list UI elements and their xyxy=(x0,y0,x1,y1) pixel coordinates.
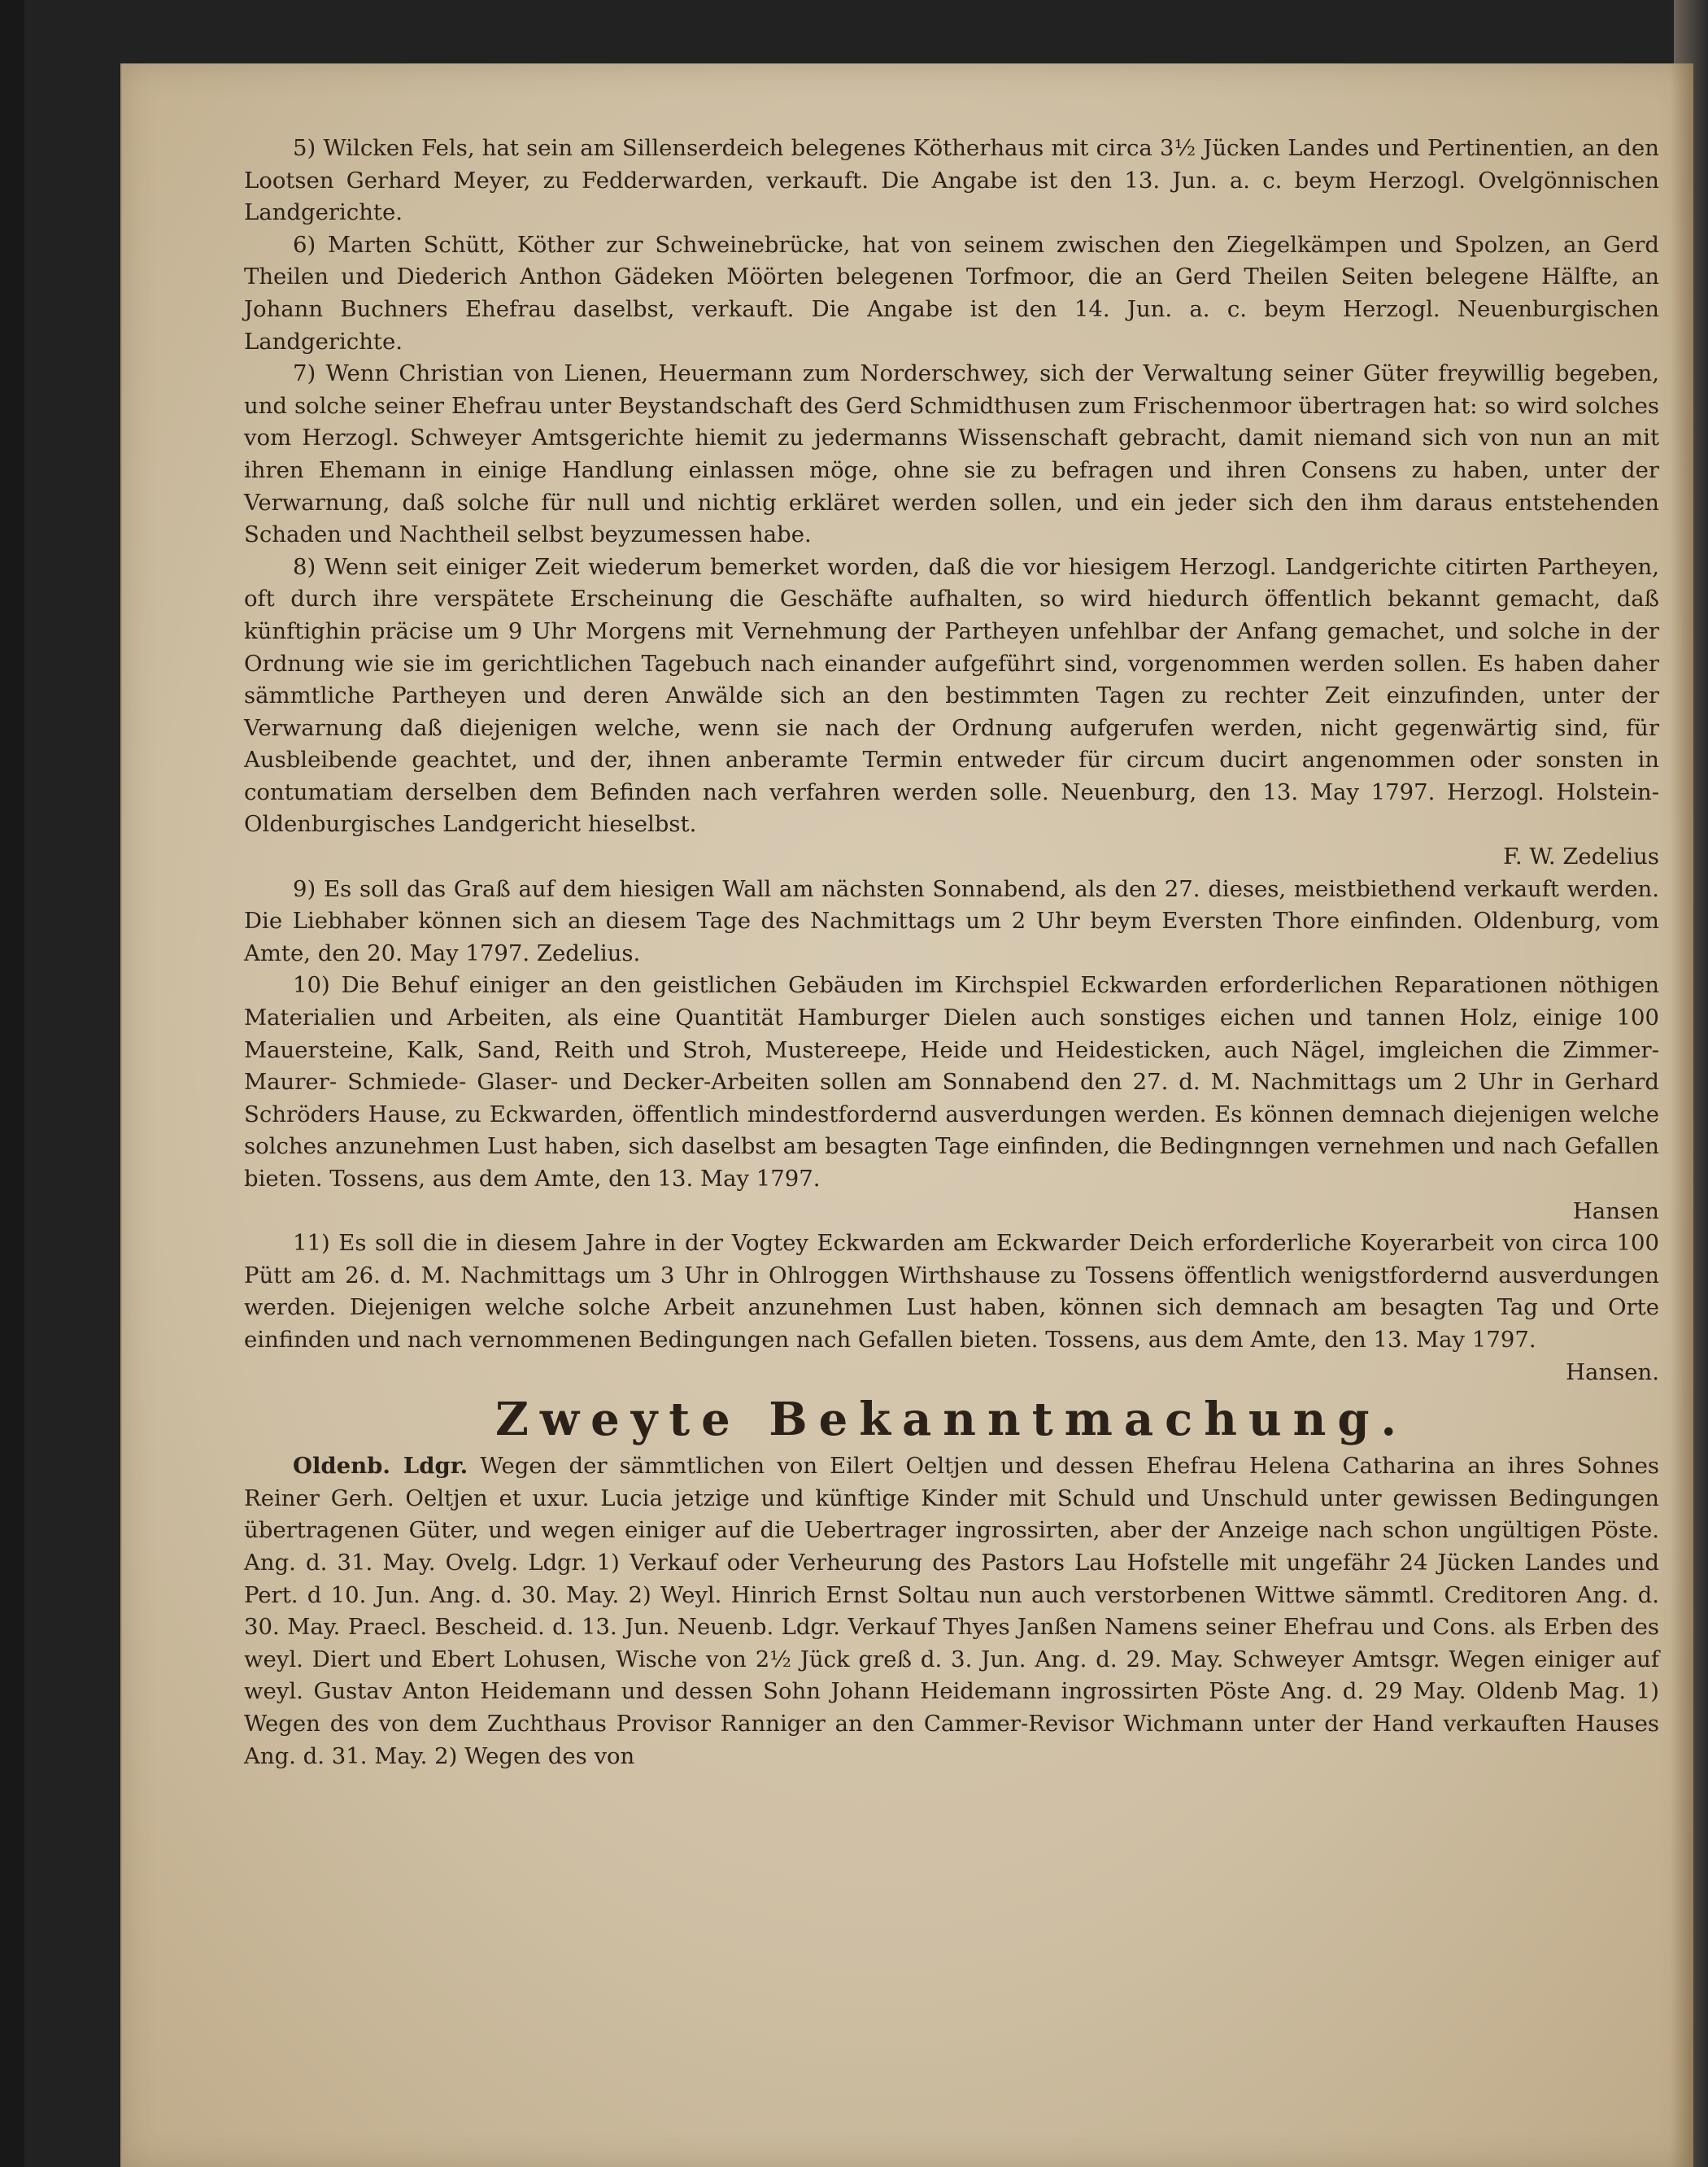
notice-11 xyxy=(244,1227,1659,1356)
second-announcement-text: Wegen der sämmtlichen von Eilert Oeltjen und dessen Ehefrau Helena Catharina an ihres Sohnes Reiner Gerh. Oeltjen et uxur. Lucia jetzige und künftige Kinder mit Schuld und Unschuld unter gewissen Bedingungen übertragenen Güter, und wegen einiger auf die Uebertrager ingrossirten, aber der Anzeige nach schon ungültigen Pöste. Ang. d. 31. May. Ovelg. Ldgr. 1) Verkauf oder Verheurung des Pastors Lau Hofstelle mit ungefähr 24 Jücken Landes und Pert. d 10. Jun. Ang. d. 30. May. 2) Weyl. Hinrich Ernst Soltau nun auch verstorbenen Wittwe sämmtl. Creditoren Ang. d. 30. May. Praecl. Bescheid. d. 13. Jun. Neuenb. Ldgr. Verkauf Thyes Janßen Namens seiner Ehefrau und Cons. als Erben des weyl. Diert und Ebert Lohusen, Wische von 2½ Jück greß d. 3. Jun. Ang. d. 29. May. Schweyer Amtsgr. Wegen einiger auf weyl. Gustav Anton Heidemann und dessen Sohn Johann Heidemann ingrossirten Pöste Ang. d. 29 May. Oldenb Mag. 1) Wegen des von dem Zuchthaus Provisor Ranniger an den Cammer-Revisor Wichmann unter der Hand verkauften Hauses Ang. d. 31. May. 2) Wegen des von xyxy=(244,1453,1659,1769)
scan-background-left xyxy=(0,0,24,2167)
notice-number: 7) xyxy=(293,360,316,387)
notice-text: Es soll die in diesem Jahre in der Vogtey Eckwarden am Eckwarder Deich erforderliche Koyerarbeit von circa 100 Pütt am 26. d. M. Nachmittags um 3 Uhr in Ohlroggen Wirthshause zu Tossens öffentlich wenigstfordernd ausverdungen werden. Diejenigen welche solche Arbeit anzunehmen Lust haben, können sich demnach am besagten Tag und Orte einfinden und nach vernommenen Bedingungen nach Gefallen bieten. Tossens, aus dem Amte, den 13. May 1797. xyxy=(244,1230,1659,1353)
notice-text: Es soll das Graß auf dem hiesigen Wall am nächsten Sonnabend, als den 27. dieses, meistbiethend verkauft werden. Die Liebhaber können sich an diesem Tage des Nachmittags um 2 Uhr beym Eversten Thore einfinden. Oldenburg, vom Amte, den 20. May 1797. Zedelius. xyxy=(244,875,1660,966)
notice-5 xyxy=(244,133,1659,229)
notice-number: 6) xyxy=(293,231,316,258)
notice-9 xyxy=(244,874,1659,970)
notice-text: Marten Schütt, Köther zur Schweinebrücke, hat von seinem zwischen den Ziegelkämpen und Spolzen, an Gerd Theilen und Diederich Anthon Gädeken Möörten belegenen Torfmoor, die an Gerd Theilen Seiten belegene Hälfte, an Johann Buchners Ehefrau daselbst, verkauft. Die Angabe ist den 14. Jun. a. c. beym Herzogl. Neuenburgischen Landgerichte. xyxy=(244,231,1660,355)
second-announcement xyxy=(244,1450,1659,1772)
notice-number: 8) xyxy=(293,553,316,580)
notice-10 xyxy=(244,970,1659,1195)
newspaper-page xyxy=(120,63,1693,2167)
page-text xyxy=(244,133,1659,1772)
notice-8-signature: F. W. Zedelius xyxy=(1503,844,1659,870)
notice-number: 11) xyxy=(293,1230,330,1257)
notice-number: 10) xyxy=(293,972,330,999)
notice-text: Wilcken Fels, hat sein am Sillenserdeich belegenes Kötherhaus mit circa 3½ Jücken Landes und Pertinentien, an den Lootsen Gerhard Meyer, zu Fedderwarden, verkauft. Die Angabe ist den 13. Jun. a. c. beym Herzogl. Ovelgönnischen Landgerichte. xyxy=(244,135,1660,226)
section-heading: Zweyte Bekanntmachung. xyxy=(495,1393,1409,1447)
page-gutter-shadow xyxy=(1671,63,1693,2167)
notice-number: 9) xyxy=(293,875,316,902)
notice-text: Wenn Christian von Lienen, Heuermann zum Norderschwey, sich der Verwaltung seiner Güter freywillig begeben, und solche seiner Ehefrau unter Beystandschaft des Gerd Schmidthusen zum Frischenmoor übertragen hat: so wird solches vom Herzogl. Schweyer Amtsgerichte hiemit zu jedermanns Wissenschaft gebracht, damit niemand sich von nun an mit ihren Ehemann in einige Handlung einlassen möge, ohne sie zu befragen und ihren Consens zu haben, unter der Verwarnung, daß solche für null und nichtig erkläret werden sollen, und ein jeder sich den ihm daraus entstehenden Schaden und Nachtheil selbst beyzumessen habe. xyxy=(244,360,1659,548)
notice-text: Die Behuf einiger an den geistlichen Gebäuden im Kirchspiel Eckwarden erforderlichen Reparationen nöthigen Materialien und Arbeiten, als eine Quantität Hamburger Dielen auch sonstiges eichen und tannen Holz, einige 100 Mauersteine, Kalk, Sand, Reith und Stroh, Mustereepe, Heide und Heidesticken, auch Nägel, imgleichen die Zimmer- Maurer- Schmiede- Glaser- und Decker-Arbeiten sollen am Sonnabend den 27. d. M. Nachmittags um 2 Uhr in Gerhard Schröders Hause, zu Eckwarden, öffentlich mindestfordernd ausverdungen werden. Es können demnach diejenigen welche solches anzunehmen Lust haben, sich daselbst am besagten Tage einfinden, die Bedingnngen vernehmen und nach Gefallen bieten. Tossens, aus dem Amte, den 13. May 1797. xyxy=(244,972,1659,1192)
notice-8 xyxy=(244,552,1659,841)
second-announcement-lead: Oldenb. Ldgr. xyxy=(293,1453,468,1480)
notice-6 xyxy=(244,229,1659,358)
notice-7 xyxy=(244,358,1659,552)
notice-number: 5) xyxy=(293,135,316,161)
notice-text: Wenn seit einiger Zeit wiederum bemerket worden, daß die vor hiesigem Herzogl. Landgerichte citirten Partheyen, oft durch ihre verspätete Erscheinung die Geschäfte aufhalten, so wird hiedurch öffentlich bekannt gemacht, daß künftighin präcise um 9 Uhr Morgens mit Vernehmung der Partheyen unfehlbar der Anfang gemachet, und solche in der Ordnung wie sie im gerichtlichen Tagebuch nach einander aufgeführt sind, vorgenommen werden sollen. Es haben daher sämmtliche Partheyen und deren Anwälde sich an den bestimmten Tagen zu rechter Zeit einzufinden, unter der Verwarnung daß diejenigen welche, wenn sie nach der Ordnung aufgerufen werden, nicht gegenwärtig sind, für Ausbleibende geachtet, und der, ihnen anberamte Termin entweder für circum ducirt angenommen oder sonsten in contumatiam derselben dem Befinden nach verfahren werden solle. Neuenburg, den 13. May 1797. Herzogl. Holstein-Oldenburgisches Landgericht hieselbst. xyxy=(244,553,1659,838)
notice-10-signature: Hansen xyxy=(1572,1197,1659,1224)
notice-11-signature: Hansen. xyxy=(1566,1358,1659,1385)
